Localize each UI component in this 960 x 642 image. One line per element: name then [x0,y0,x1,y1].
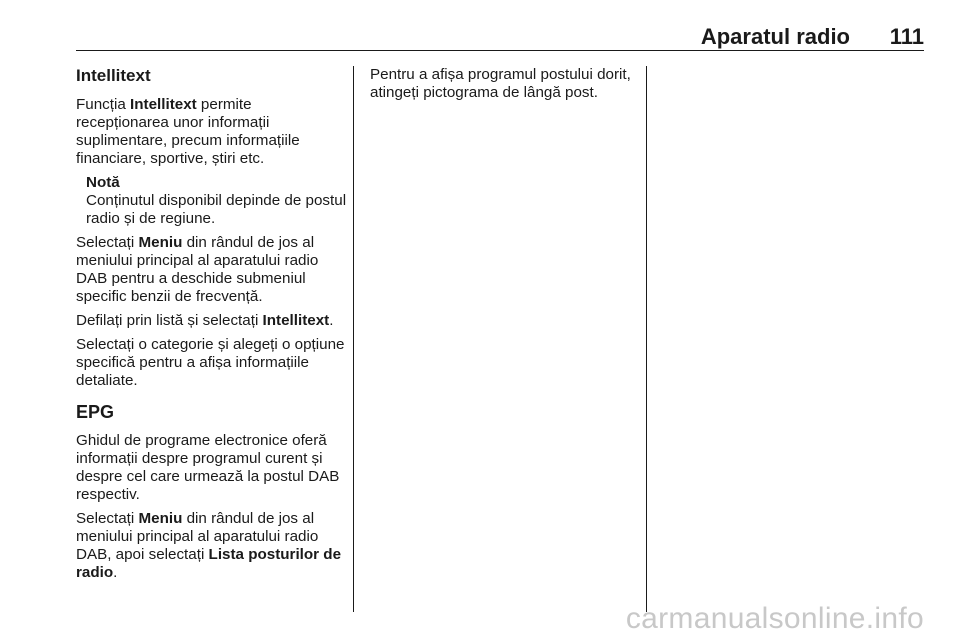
bold-term: Lista posturilor de radio [76,546,342,581]
text-run: Defilați prin listă și selectați [76,312,263,329]
section-heading-epg: EPG [76,402,115,422]
epg-paragraph-1: Ghidul de programe electronice oferă informații despre programul curent și despre cel care urmează la postul DAB respectiv. [76,432,340,503]
section-heading-intellitext: Intellitext [76,66,151,85]
text-run: din rândul de jos al meniului principal al aparatului radio DAB pentru a deschide submeniul specific benzii de frecvență. [76,234,319,305]
text-run: Selectați [76,510,139,527]
left-column [76,66,348,588]
bold-term: Intellitext [130,96,197,113]
middle-column [370,66,640,108]
bold-term: Intellitext [262,312,330,329]
text-run: permite recepționarea unor informații suplimentare, precum informațiile financiare, sportive, știri etc. [76,96,300,167]
note-label: Notă [86,174,120,191]
page-number: 111 [889,24,924,49]
bold-term: Meniu [138,510,183,527]
note-text: Conținutul disponibil depinde de postul radio și de regiune. [86,192,347,227]
text-run: Funcția [76,96,131,113]
text-run: . [329,312,334,329]
text-run: . [113,564,118,581]
note-box [86,174,348,228]
intellitext-paragraph-2 [76,234,348,306]
header-title: Aparatul radio [700,24,850,49]
epg-paragraph-2 [76,510,348,582]
text-run: Selectați [76,234,139,251]
column-divider-right [646,66,647,612]
column-divider-left [353,66,354,612]
bold-term: Meniu [138,234,183,251]
intellitext-paragraph-1 [76,96,348,168]
header-rule [76,50,924,51]
text-run: din rândul de jos al meniului principal al aparatului radio DAB, apoi selectați [76,510,319,563]
intellitext-paragraph-4: Selectați o categorie și alegeți o opțiune specifică pentru a afișa informațiile detaliate. [76,336,345,389]
intellitext-paragraph-3 [76,312,348,330]
middle-paragraph-1: Pentru a afișa programul postului dorit, atingeți pictograma de lângă post. [370,66,631,101]
watermark: carmanualsonline.info [625,602,924,635]
